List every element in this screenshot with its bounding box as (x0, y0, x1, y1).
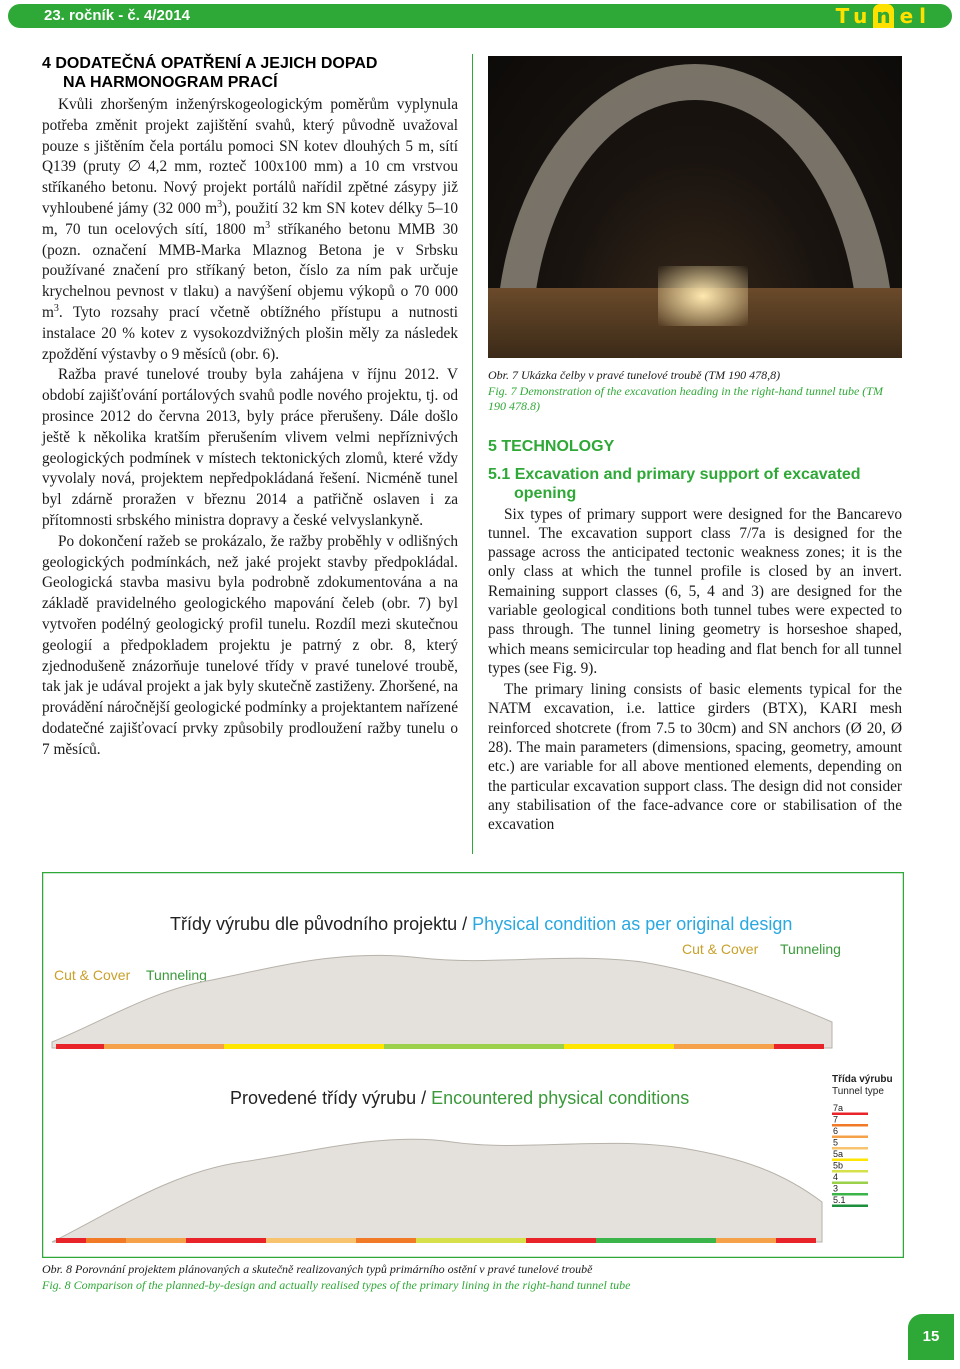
fig8-caption-en: Fig. 8 Comparison of the planned-by-design and actually realised types of the primary lining in the right-hand tunnel tube (42, 1277, 631, 1292)
fig8-bottom-title: Provedené třídy výrubu / Encountered physical conditions (230, 1088, 690, 1108)
section-4-body (42, 95, 458, 761)
lower-tunnel-band (56, 1238, 816, 1243)
section-5-heading: 5 TECHNOLOGY (488, 437, 615, 455)
fig7-caption-cz: Obr. 7 Ukázka čelby v pravé tunelové troubě (TM 190 478,8) (488, 368, 781, 382)
fig8-title: Třídy výrubu dle původního projektu / Physical condition as per original design (170, 914, 793, 934)
fig7-caption-en: Fig. 7 Demonstration of the excavation heading in the right-hand tunnel tube (TM 190 478.8) (488, 383, 883, 413)
column-divider (472, 54, 473, 854)
cut-cover-label-right: Cut & Cover (682, 941, 759, 957)
paragraph: Kvůli zhoršeným inženýrskogeologickým poměrům vyplynula potřeba změnit projekt zajištění svahů, který původně uvažoval pouze s jištěním čela portálu pomoci SN kotev dlouhých 5 m, sítí Q139 (pruty ∅ 4,2 mm, rozteč 100x100 mm) a 10 cm vrstvou stříkaného betonu. Nový projekt portálů nařídil zpětné zásypy již vyhloubené jámy (32 000 $m^3$), použití 32 km SN kotev délky 5–10 m, 70 tun ocelových sítí, 1800 $m^3$ stříkaného betonu MMB 30 (pozn. označení MMB-Marka Mlaznog Betona je v Srbsku používané značení pro stříkaný beton, číslo za ním pak určuje krychelnou pevnost v tlaku) a navýšení objemu výkopů o 70 000 $m^3$. Tyto rozsahy prací včetně obtížného přístupu a nutnosti instalace 20 % kotev z vysokozdvižných plošin měly za následek zpoždění výstavby o 9 měsíců (obr. 6). (42, 96, 458, 363)
legend-item-label: 4 (833, 1172, 839, 1182)
legend-title-cz: Třída výrubu (832, 1074, 893, 1085)
journal-logo (836, 4, 932, 28)
legend-item-label: 7 (833, 1114, 839, 1125)
paragraph: Ražba pravé tunelové trouby byla zahájena v říjnu 2012. V období zajišťování portálových svahů podle nového projektu, tj. od prosince 2012 do června 2013, byly práce přerušeny. Dále došlo ještě k několika kratším přerušením vlivem velmi nepříznivých geologických podmínek v místech tektonických zlomů, které vždy vyvolaly nová, projektem nepředpokládaná řešení. Nicméně tunel byl zdárně proražen v březnu 2014 a patřičně oslaven i za přítomnosti srbského ministra dopravy a české velvyslankyně. (42, 366, 458, 529)
upper-tunnel-band (56, 1044, 824, 1049)
legend-item-swatch (832, 1205, 868, 1208)
page-number: 15 (908, 1314, 954, 1360)
section-5-1-heading: 5.1 Excavation and primary support of excavated opening (488, 465, 861, 502)
paragraph: Six types of primary support were designed for the Bancarevo tunnel. The excavation support class 7/7a is designed for the passage across the anticipated tectonic weakness zones; it is the only class at which the tunnel profile is closed by an invert. Remaining support classes (6, 5, 4 and 3) are designed for the variable geological conditions both tunnel tubes were expected to pass through. The tunnel lining geometry is horseshoe shaped, which means semicircular top heading and flat bench for all tunnel types (see Fig. 9). (488, 505, 902, 677)
cut-cover-label-left: Cut & Cover (54, 967, 131, 983)
fig8-caption (42, 1262, 922, 1293)
fig7-caption (488, 368, 902, 415)
legend-title-en: Tunnel type (832, 1086, 884, 1097)
left-column (42, 54, 458, 761)
fig8-caption-cz: Obr. 8 Porovnání projektem plánovaných a skutečně realizovaných typů primárního ostění v pravé tunelové troubě (42, 1262, 593, 1276)
legend-item-label: 5 (833, 1137, 839, 1148)
section-5-body (488, 505, 902, 835)
header-bar (8, 4, 952, 28)
legend-item-label: 5.1 (833, 1195, 846, 1205)
paragraph: Po dokončení ražeb se prokázalo, že ražby proběhly v odlišných geologických podmínkách, než jaké projekt stavby předpokládal. Geologická stavba masivu byla podrobně zdokumentována a na základě pravidelného geologického mapování čeleb (obr. 7) byl vytvořen podélný geologický profil tunelu. Rozdíl mezi skutečnou geologií a předpokladem projektu je patrný z obr. 8, který zjednodušeně znázorňuje tunelové třídy v pravé tunelové troubě, tak jak je udával projekt a jak byly skutečně zastiženy. Zhoršené, na provádění náročnější geologické podmínky a projektantem nařízené dodatečné zajišťovací prvky způsobily prodloužení ražby tunelu o 7 měsíců. (42, 532, 458, 758)
issue-label: 23. ročník - č. 4/2014 (44, 7, 190, 24)
legend-item-label: 3 (833, 1183, 839, 1194)
section-4-heading (42, 54, 458, 92)
logo-part-3: el (899, 4, 932, 28)
logo-part-1: Tu (835, 4, 874, 28)
geology-profile-figure (42, 872, 904, 1258)
tunnel-heading-photo (488, 56, 902, 358)
right-column (488, 368, 902, 835)
legend-item-label: 6 (833, 1126, 839, 1136)
tunneling-label-right: Tunneling (780, 941, 841, 957)
section-4-title-line2: NA HARMONOGRAM PRACÍ (63, 74, 278, 91)
legend-item-label: 7a (833, 1103, 844, 1113)
legend-item-label: 5b (833, 1160, 844, 1171)
tunneling-label-left: Tunneling (146, 967, 207, 983)
section-4-title-line1: 4 DODATEČNÁ OPATŘENÍ A JEJICH DOPAD (42, 55, 378, 72)
legend-item-label: 5a (833, 1149, 844, 1159)
paragraph: The primary lining consists of basic elements typical for the NATM excavation, i.e. lattice girders (BTX), KARI mesh reinforced shotcrete (from 7.5 to 30cm) and SN anchors (Ø 20, Ø 28). The main parameters (dimensions, spacing, geometry, amount etc.) are variable for all above mentioned elements, depending on the particular excavation support class. The design did not consider any stabilisation of the face-advance core or stabilisation of the excavation (488, 681, 902, 834)
logo-part-2: n (873, 4, 893, 28)
